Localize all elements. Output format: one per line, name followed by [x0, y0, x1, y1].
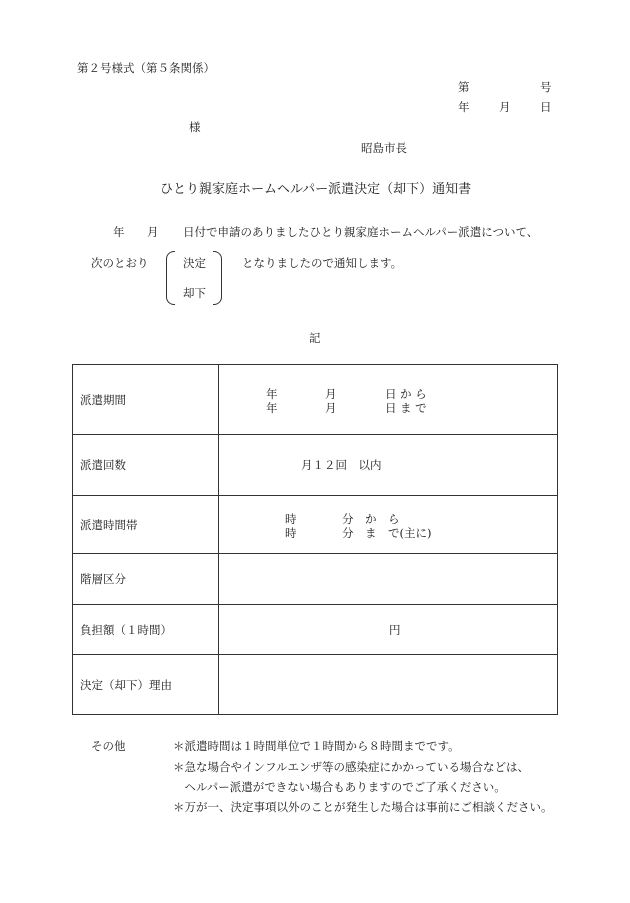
count-label: [73, 435, 219, 496]
period-to-month: 月: [325, 400, 337, 415]
period-to-day: 日: [385, 400, 397, 415]
note-item: ＊派遣時間は１時間単位で１時間から８時間までです。: [173, 739, 460, 753]
fee-label: [73, 605, 219, 655]
table-row-fee: [73, 605, 558, 655]
time-from-tail: か ら: [365, 511, 400, 526]
body-year: 年: [113, 225, 125, 239]
recipient-suffix: 様: [189, 120, 201, 134]
tier-label-text: 階層区分: [80, 572, 126, 586]
fee-unit-text: 円: [389, 622, 401, 637]
ki-mark: 記: [309, 331, 321, 345]
table-row-time: [73, 496, 558, 554]
period-to-tail: ま で: [400, 400, 427, 415]
date-day: 日: [540, 100, 552, 114]
right-bracket: [213, 251, 222, 305]
time-to-minute: 分: [342, 525, 354, 540]
date-year: 年: [458, 100, 470, 114]
time-to-hour: 時: [285, 525, 297, 540]
time-from-minute: 分: [342, 511, 354, 526]
option-rejected: 却下: [183, 286, 206, 300]
period-label: [73, 365, 219, 435]
body-line2-suffix: となりましたので通知します。: [242, 256, 403, 270]
note-item: ＊急な場合やインフルエンザ等の感染症にかかっている場合などは、: [173, 760, 530, 774]
note-item: ヘルパー派遣ができない場合もありますのでご了承ください。: [173, 780, 506, 794]
period-value: [219, 365, 558, 435]
doc-number-prefix: 第: [458, 80, 470, 94]
tier-value: [219, 554, 558, 605]
period-from-year: 年: [266, 386, 278, 401]
note-item: ＊万が一、決定事項以外のことが発生した場合は事前にご相談ください。: [173, 800, 553, 814]
time-to-tail: ま で(主に): [365, 525, 432, 540]
doc-number-suffix: 号: [540, 80, 552, 94]
count-value-text: 月１２回 以内: [301, 458, 382, 472]
issuer: 昭島市長: [361, 141, 407, 155]
time-label-text: 派遣時間帯: [80, 517, 138, 532]
page-title: ひとり親家庭ホームヘルパー派遣決定（却下）通知書: [160, 182, 472, 197]
details-table: [72, 364, 558, 715]
fee-label-text: 負担額（１時間）: [80, 622, 172, 637]
table-row-reason: [73, 655, 558, 715]
period-from-month: 月: [325, 386, 337, 401]
date-month: 月: [499, 100, 511, 114]
reason-label: [73, 655, 219, 715]
reason-label-text: 決定（却下）理由: [80, 677, 172, 692]
form-number: 第２号様式（第５条関係）: [77, 61, 215, 75]
reason-value: [219, 655, 558, 715]
period-from-day: 日: [385, 386, 397, 401]
table-row-tier: [73, 554, 558, 605]
left-bracket: [166, 251, 175, 305]
period-label-text: 派遣期間: [80, 392, 126, 407]
option-approved: 決定: [183, 256, 206, 270]
count-label-text: 派遣回数: [80, 458, 126, 472]
tier-label: [73, 554, 219, 605]
time-from-hour: 時: [285, 511, 297, 526]
count-value: [219, 435, 558, 496]
time-value: [219, 496, 558, 554]
period-from-tail: か ら: [400, 386, 427, 401]
body-month: 月: [147, 225, 159, 239]
time-label: [73, 496, 219, 554]
body-line1: 日付で申請のありましたひとり親家庭ホームヘルパー派遣について、: [183, 225, 539, 239]
period-to-year: 年: [266, 400, 278, 415]
table-row-count: [73, 435, 558, 496]
fee-value: [219, 605, 558, 655]
notes-label: その他: [91, 739, 126, 753]
table-row-period: [73, 365, 558, 435]
body-line2-prefix: 次のとおり: [91, 256, 149, 270]
